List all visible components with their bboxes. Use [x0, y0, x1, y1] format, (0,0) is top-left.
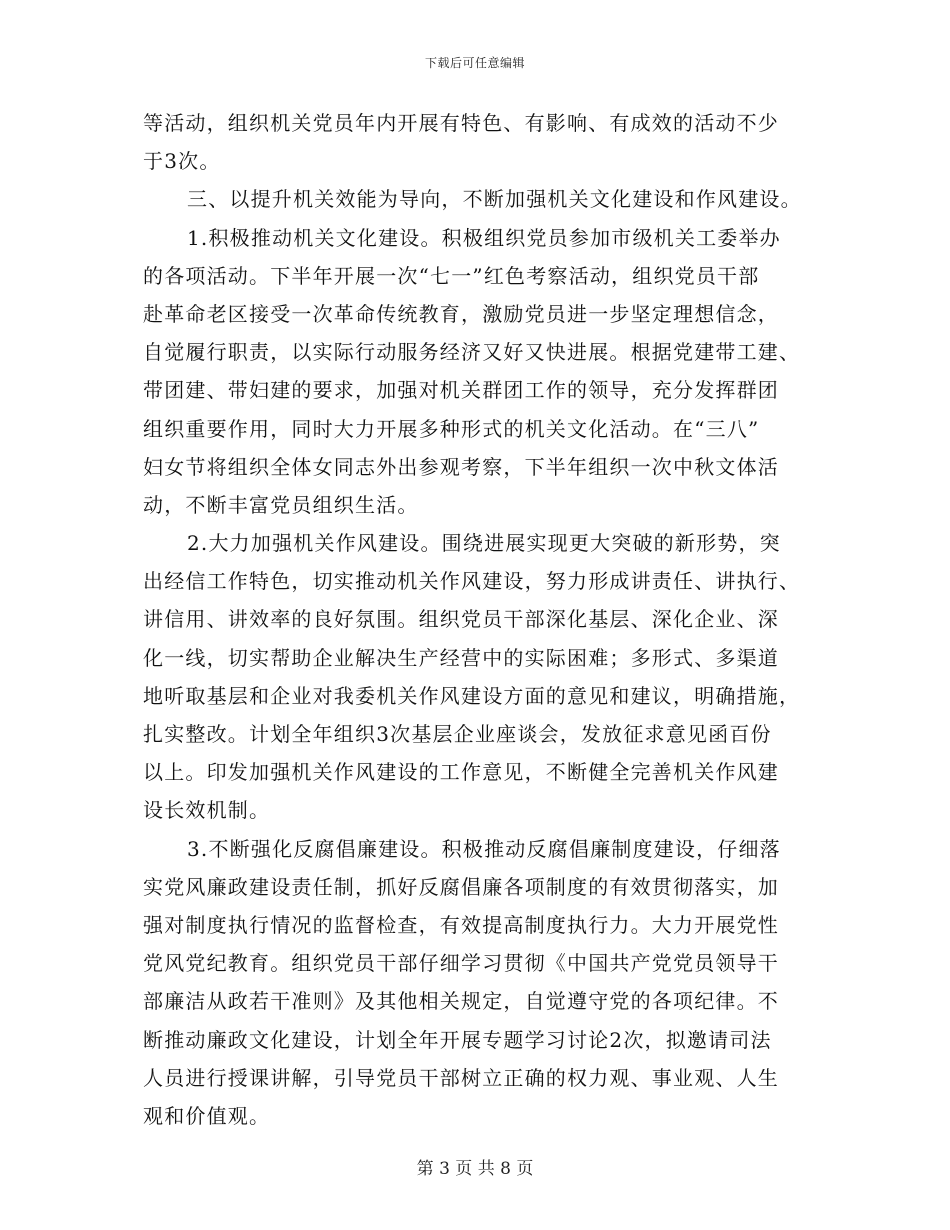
body-line: 的各项活动。下半年开展一次“七一”红色考察活动，组织党员干部 [143, 263, 760, 288]
body-line: 2.大力加强机关作风建设。围绕进展实现更大突破的新形势，突 [187, 531, 781, 556]
body-line: 强对制度执行情况的监督检查，有效提高制度执行力。大力开展党性 [143, 912, 779, 937]
body-line: 党风党纪教育。组织党员干部仔细学习贯彻《中国共产党党员领导干 [143, 951, 779, 976]
section-heading: 三、以提升机关效能为导向，不断加强机关文化建设和作风建设。 [187, 187, 802, 212]
body-line: 带团建、带妇建的要求，加强对机关群团工作的领导，充分发挥群团 [143, 378, 779, 403]
body-line: 设长效机制。 [143, 798, 271, 823]
body-line: 等活动，组织机关党员年内开展有特色、有影响、有成效的活动不少 [143, 111, 779, 135]
body-line: 妇女节将组织全体女同志外出参观考察，下半年组织一次中秋文体活 [143, 454, 779, 479]
body-line: 3.不断强化反腐倡廉建设。积极推动反腐倡廉制度建设，仔细落 [187, 836, 781, 861]
body-line: 观和价值观。 [143, 1103, 271, 1128]
body-line: 自觉履行职责，以实际行动服务经济又好又快进展。根据党建带工建、 [143, 340, 801, 365]
body-line: 化一线，切实帮助企业解决生产经营中的实际困难；多形式、多渠道 [143, 645, 779, 670]
body-line: 讲信用、讲效率的良好氛围。组织党员干部深化基层、深化企业、深 [143, 607, 779, 632]
body-line: 断推动廉政文化建设，计划全年开展专题学习讨论2次，拟邀请司法 [143, 1027, 772, 1052]
page-header: 下载后可任意编辑 [424, 56, 525, 70]
body-line: 出经信工作特色，切实推动机关作风建设，努力形成讲责任、讲执行、 [143, 569, 801, 594]
page-number: 第 3 页 共 8 页 [416, 1159, 534, 1179]
document-body [143, 104, 813, 1135]
body-line: 扎实整改。计划全年组织3次基层企业座谈会，发放征求意见函百份 [143, 722, 772, 746]
body-line: 人员进行授课讲解，引导党员干部树立正确的权力观、事业观、人生 [143, 1065, 779, 1090]
body-line: 部廉洁从政若干准则》及其他相关规定，自觉遵守党的各项纪律。不 [143, 989, 779, 1014]
body-line: 实党风廉政建设责任制，抓好反腐倡廉各项制度的有效贯彻落实，加 [143, 874, 779, 899]
body-line: 组织重要作用，同时大力开展多种形式的机关文化活动。在“三八” [143, 416, 760, 441]
body-line: 地听取基层和企业对我委机关作风建设方面的意见和建议，明确措施， [143, 683, 801, 708]
body-line: 动，不断丰富党员组织生活。 [143, 492, 419, 517]
body-line: 于3次。 [143, 149, 221, 174]
body-line: 1.积极推动机关文化建设。积极组织党员参加市级机关工委举办 [187, 225, 781, 250]
body-line: 赴革命老区接受一次革命传统教育，激励党员进一步坚定理想信念， [143, 301, 779, 326]
body-line: 以上。印发加强机关作风建设的工作意见，不断健全完善机关作风建 [143, 760, 779, 785]
